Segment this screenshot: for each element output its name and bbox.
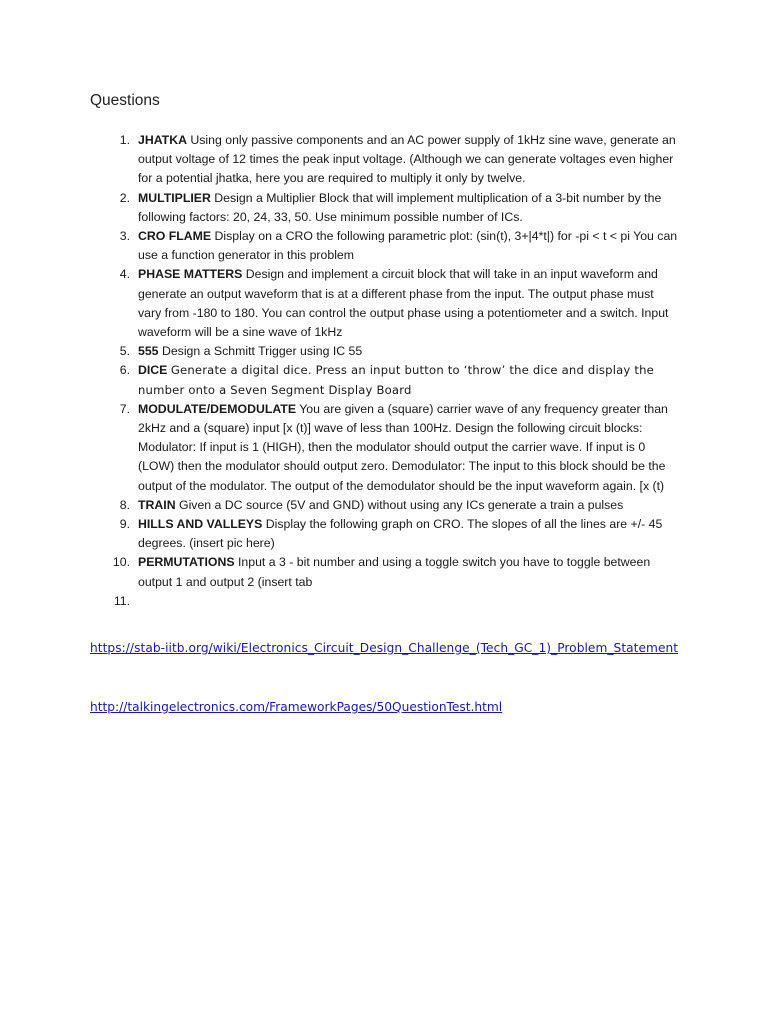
- question-label: DICE: [138, 363, 168, 378]
- question-label: TRAIN: [138, 497, 176, 512]
- question-number: 9.: [119, 517, 130, 532]
- question-text: Input a 3 - bit number and using a toggle switch you have to toggle between output 1 and output 2 (insert tab: [138, 555, 651, 589]
- question-item: [90, 227, 680, 265]
- question-label: HILLS AND VALLEYS: [138, 517, 263, 532]
- question-label: CRO FLAME: [138, 229, 212, 244]
- question-text: Display the following graph on CRO. The slopes of all the lines are +/- 45 degrees. (insert pic here): [138, 517, 663, 551]
- question-item: [90, 400, 680, 496]
- question-number: 5.: [119, 344, 130, 359]
- question-item: [90, 131, 680, 189]
- question-number: 4.: [119, 267, 130, 282]
- question-item: [90, 342, 680, 361]
- question-item: [90, 496, 680, 515]
- question-item: [90, 265, 680, 342]
- question-number: 7.: [119, 401, 130, 416]
- question-text: Design a Schmitt Trigger using IC 55: [161, 344, 363, 359]
- stab-iitb-link[interactable]: https://stab-iitb.org/wiki/Electronics_Circuit_Design_Challenge_(Tech_GC_1)_Problem_Statement: [90, 641, 679, 655]
- question-label: MODULATE/DEMODULATE: [138, 401, 297, 416]
- page-title: Questions: [90, 92, 160, 109]
- question-label: JHATKA: [138, 133, 187, 147]
- question-number: 10.: [112, 555, 130, 570]
- question-text: Using only passive components and an AC power supply of 1kHz sine wave, generate an output voltage of 12 times the peak input voltage. (Although we can generate voltages even higher for a potential jhatka, here you are required to multiply it only by twelve.: [138, 133, 676, 186]
- question-text: Design a Multiplier Block that will implement multiplication of a 3-bit number by the following factors: 20, 24, 33, 50. Use minimum possible number of ICs.: [138, 190, 662, 224]
- question-label: 555: [138, 344, 159, 359]
- question-label: MULTIPLIER: [138, 190, 211, 205]
- question-number: 11.: [113, 593, 130, 608]
- question-number: 1.: [119, 133, 130, 147]
- question-text: You are given a (square) carrier wave of any frequency greater than 2kHz and a (square) input [x (t)] wave of less than 100Hz. Design the following circuit blocks: Modulator: If input is 1 (HIGH), then the modulator should output the carrier wave. If input is 0 (LOW) then the modulator should output zero. Demodulator: The input to this block should be the output of the modulator. The output of the demodulator should be the input waveform again. [x (t): [138, 401, 668, 493]
- question-item: [90, 189, 680, 227]
- question-item: [90, 361, 680, 399]
- question-text: Design and implement a circuit block that will take in an input waveform and generate an output waveform that is at a different phase from the input. The output phase must vary from -180 to 180. You can control the output phase using a potentiometer and a switch. Input waveform will be a sine wave of 1kHz: [138, 267, 669, 340]
- question-list: [90, 131, 680, 608]
- question-text: Generate a digital dice. Press an input button to ‘throw’ the dice and display the number onto a Seven Segment Display Board: [138, 363, 655, 397]
- question-label: PERMUTATIONS: [138, 555, 235, 570]
- question-item: [90, 515, 680, 553]
- question-number: 8.: [119, 497, 130, 512]
- question-number: 6.: [119, 363, 130, 378]
- question-item: [90, 553, 680, 591]
- question-text: Given a DC source (5V and GND) without using any ICs generate a train a pulses: [179, 497, 624, 512]
- question-label: PHASE MATTERS: [138, 267, 243, 282]
- question-number: 2.: [119, 190, 130, 205]
- question-text: Display on a CRO the following parametric plot: (sin(t), 3+|4*t|) for -pi < t < pi You can use a function generator in this problem: [138, 229, 678, 263]
- talkingelectronics-link[interactable]: http://talkingelectronics.com/FrameworkPages/50QuestionTest.html: [90, 700, 503, 714]
- question-number: 3.: [119, 229, 130, 244]
